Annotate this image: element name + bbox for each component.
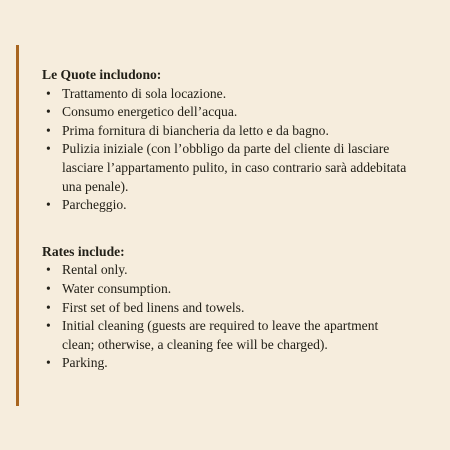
italian-list (42, 85, 450, 215)
bullet-icon: • (46, 197, 51, 213)
section-spacer (42, 215, 450, 243)
list-item (42, 103, 450, 122)
bullet-icon: • (46, 85, 51, 101)
rates-content (42, 66, 450, 373)
bullet-icon: • (46, 104, 51, 120)
english-list (42, 261, 450, 373)
bullet-icon: • (46, 262, 51, 278)
list-item (42, 299, 450, 318)
italian-heading: Le Quote includono: (42, 67, 162, 82)
list-item (42, 354, 450, 373)
bullet-icon: • (46, 141, 51, 157)
bullet-icon: • (46, 122, 51, 138)
list-item-text: Water consumption. (62, 280, 172, 296)
list-item (42, 140, 450, 196)
list-item-text: First set of bed linens and towels. (62, 299, 245, 315)
list-item-text: Consumo energetico dell’acqua. (62, 104, 238, 120)
bullet-icon: • (46, 280, 51, 296)
list-item-text: lasciare l’appartamento pulito, in caso contrario sarà addebitata (62, 159, 407, 175)
list-item (42, 317, 450, 354)
list-item (42, 85, 450, 104)
bullet-icon: • (46, 355, 51, 371)
list-item-text: Pulizia iniziale (con l’obbligo da parte del cliente di lasciare (62, 141, 390, 157)
list-item-text: Initial cleaning (guests are required to leave the apartment (62, 318, 379, 334)
accent-vertical-rule (16, 45, 19, 406)
list-item-text: Parking. (62, 355, 108, 371)
list-item (42, 196, 450, 215)
list-item-text: una penale). (62, 178, 129, 194)
list-item-text: Parcheggio. (62, 197, 127, 213)
list-item-text: Trattamento di sola locazione. (62, 85, 227, 101)
english-heading: Rates include: (42, 243, 125, 259)
list-item (42, 280, 450, 299)
list-item-text: clean; otherwise, a cleaning fee will be charged). (62, 336, 328, 352)
list-item-text: Rental only. (62, 262, 128, 278)
list-item (42, 122, 450, 141)
bullet-icon: • (46, 318, 51, 334)
list-item-text: Prima fornitura di biancheria da letto e da bagno. (62, 122, 329, 138)
bullet-icon: • (46, 299, 51, 315)
list-item (42, 261, 450, 280)
